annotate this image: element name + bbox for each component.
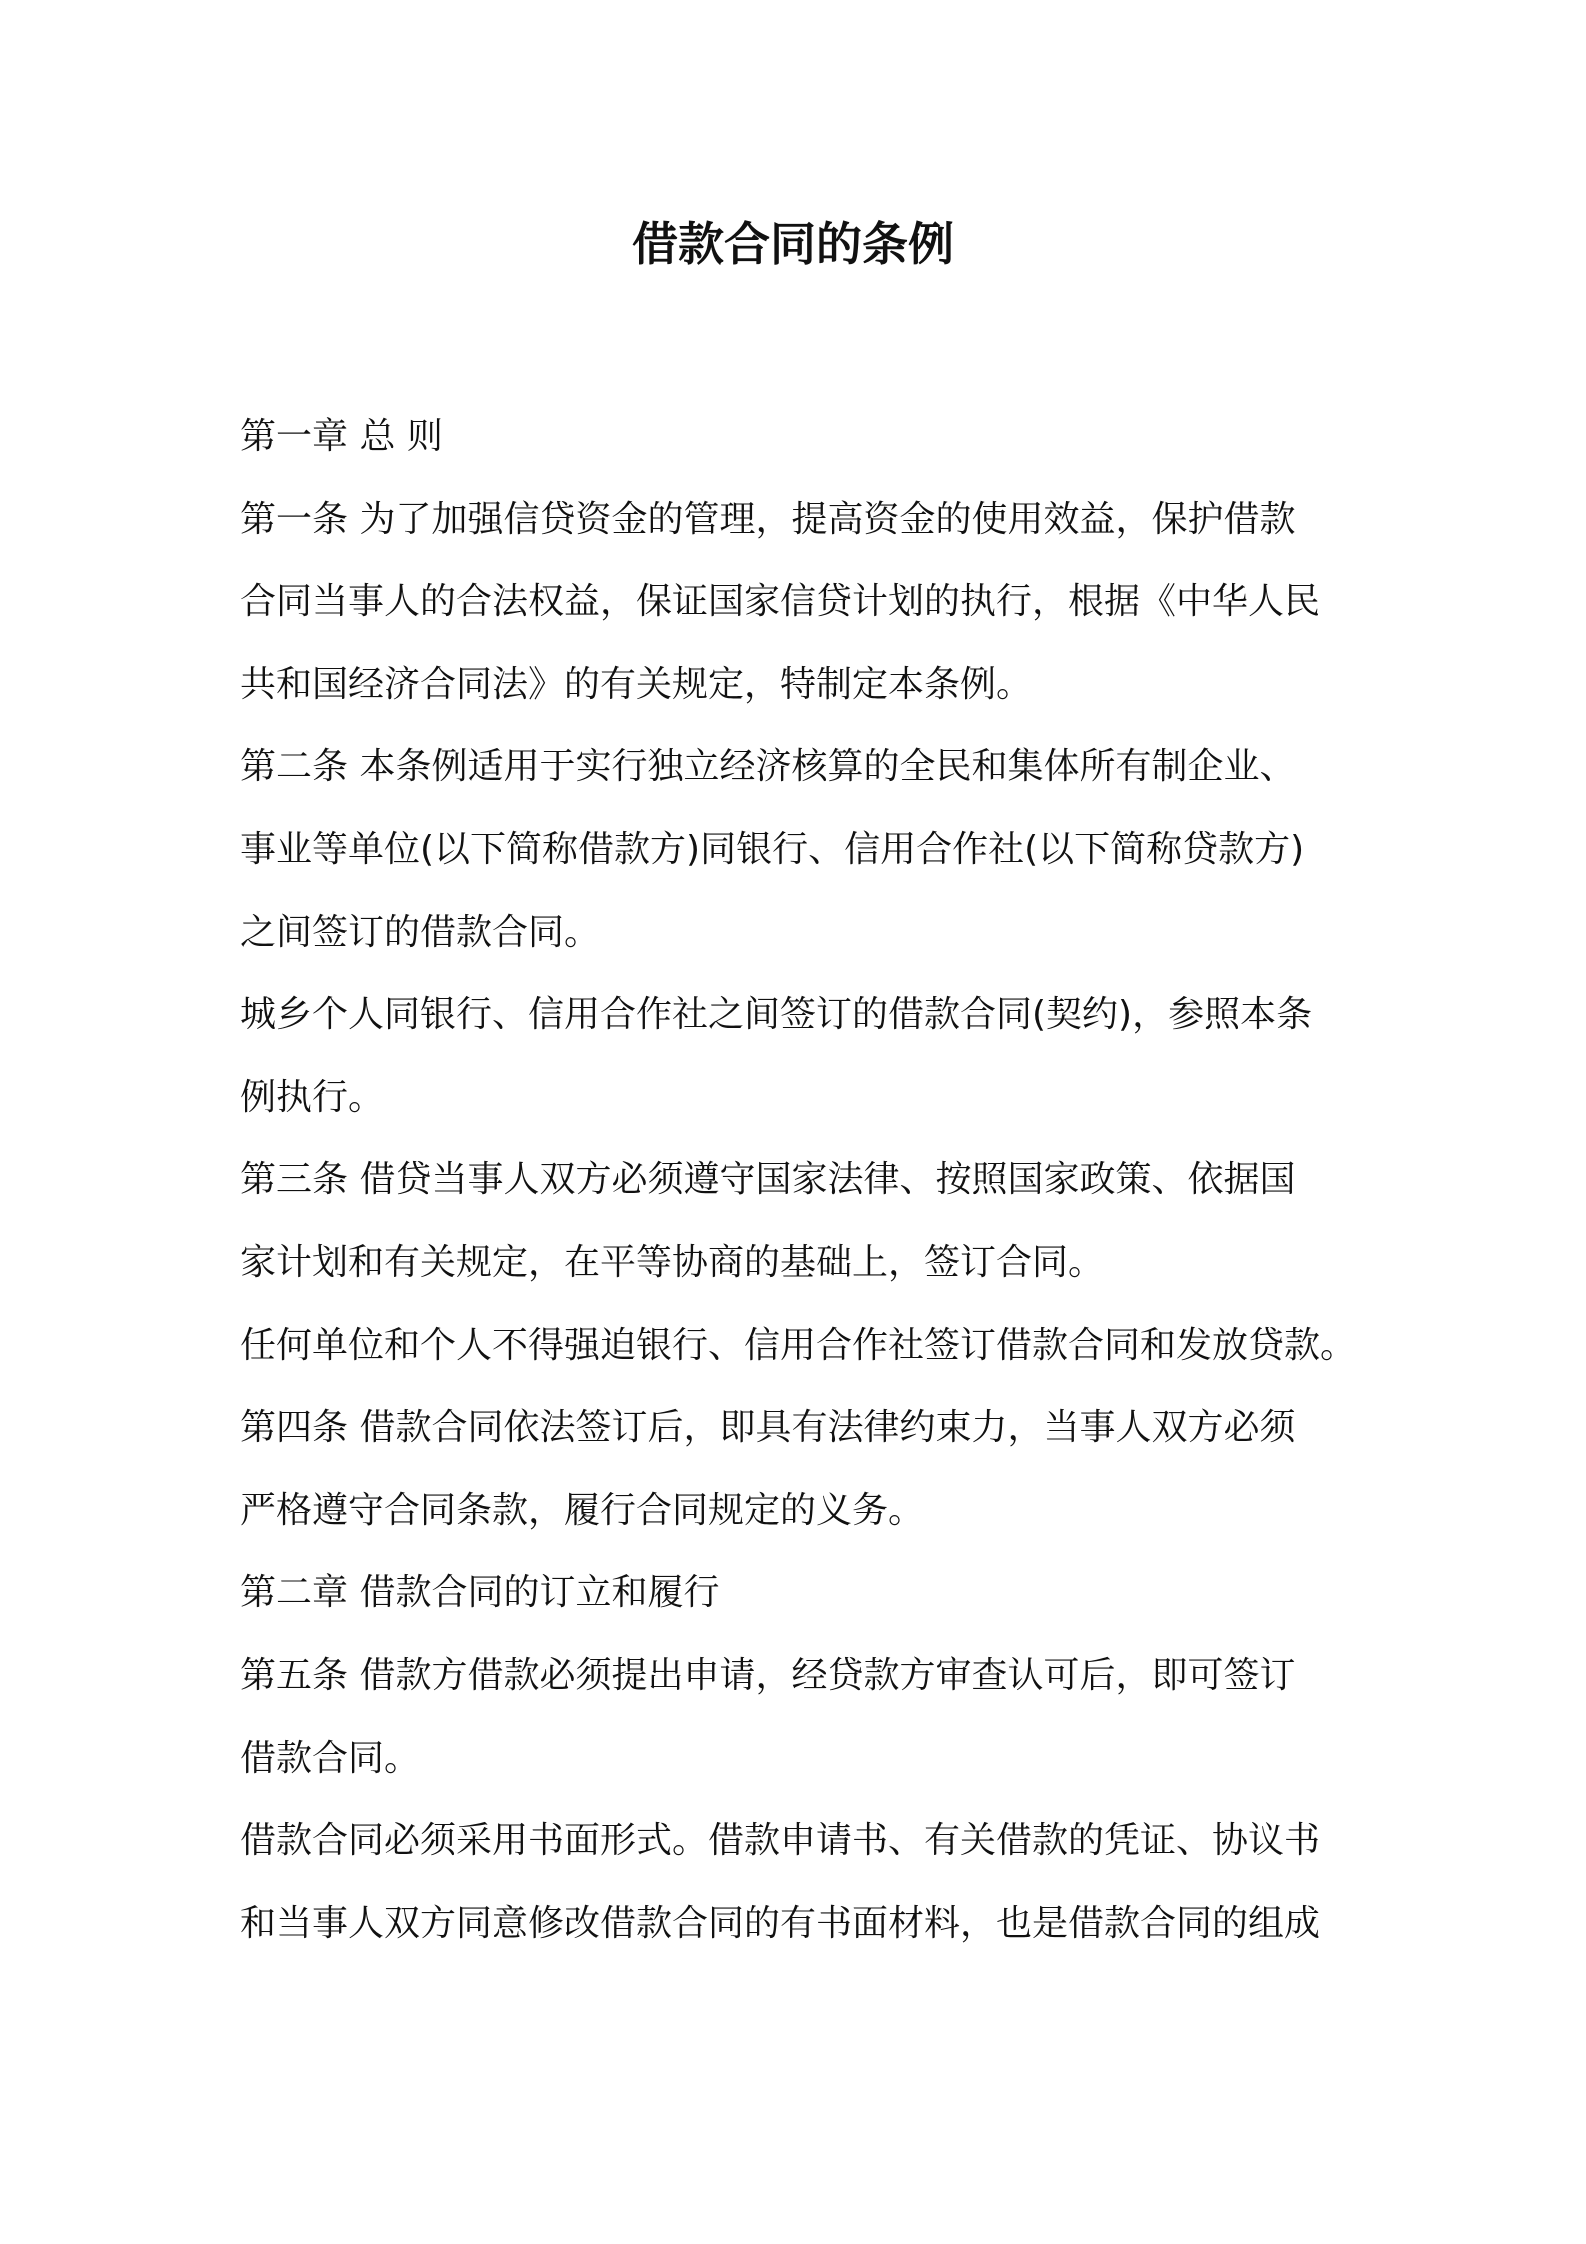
article-4-line-1: 第四条 借款合同依法签订后，即具有法律约束力，当事人双方必须	[240, 1407, 1296, 1449]
article-3-paragraph-2: 任何单位和个人不得强迫银行、信用合作社签订借款合同和发放贷款。	[240, 1324, 1357, 1366]
article-2-paragraph-2-line-1: 城乡个人同银行、信用合作社之间签订的借款合同(契约)，参照本条	[240, 994, 1313, 1036]
article-5-paragraph-2-line-1: 借款合同必须采用书面形式。借款申请书、有关借款的凭证、协议书	[240, 1820, 1321, 1862]
document-title: 借款合同的条例	[632, 217, 954, 271]
article-5-line-2: 借款合同。	[240, 1737, 421, 1779]
article-5-paragraph-2-line-2: 和当事人双方同意修改借款合同的有书面材料，也是借款合同的组成	[240, 1902, 1321, 1944]
chapter-heading-2: 第二章 借款合同的订立和履行	[240, 1572, 720, 1614]
article-2-line-3: 之间签订的借款合同。	[240, 911, 601, 953]
article-3-line-1: 第三条 借贷当事人双方必须遵守国家法律、按照国家政策、依据国	[240, 1159, 1296, 1201]
article-1-line-3: 共和国经济合同法》的有关规定，特制定本条例。	[240, 663, 1033, 705]
chapter-heading-1: 第一章 总 则	[240, 416, 443, 457]
article-1-line-2: 合同当事人的合法权益，保证国家信贷计划的执行，根据《中华人民	[240, 581, 1321, 623]
article-4-line-2: 严格遵守合同条款，履行合同规定的义务。	[240, 1489, 925, 1531]
document-body	[240, 406, 1380, 1975]
article-2-paragraph-2-line-2: 例执行。	[240, 1076, 385, 1118]
article-1-line-1: 第一条 为了加强信贷资金的管理，提高资金的使用效益，保护借款	[240, 498, 1296, 540]
article-2-line-2: 事业等单位(以下简称借款方)同银行、信用合作社(以下简称贷款方)	[240, 828, 1305, 870]
article-5-line-1: 第五条 借款方借款必须提出申请，经贷款方审查认可后，即可签订	[240, 1654, 1296, 1696]
article-3-line-2: 家计划和有关规定，在平等协商的基础上，签订合同。	[240, 1241, 1105, 1283]
article-2-line-1: 第二条 本条例适用于实行独立经济核算的全民和集体所有制企业、	[240, 746, 1296, 788]
